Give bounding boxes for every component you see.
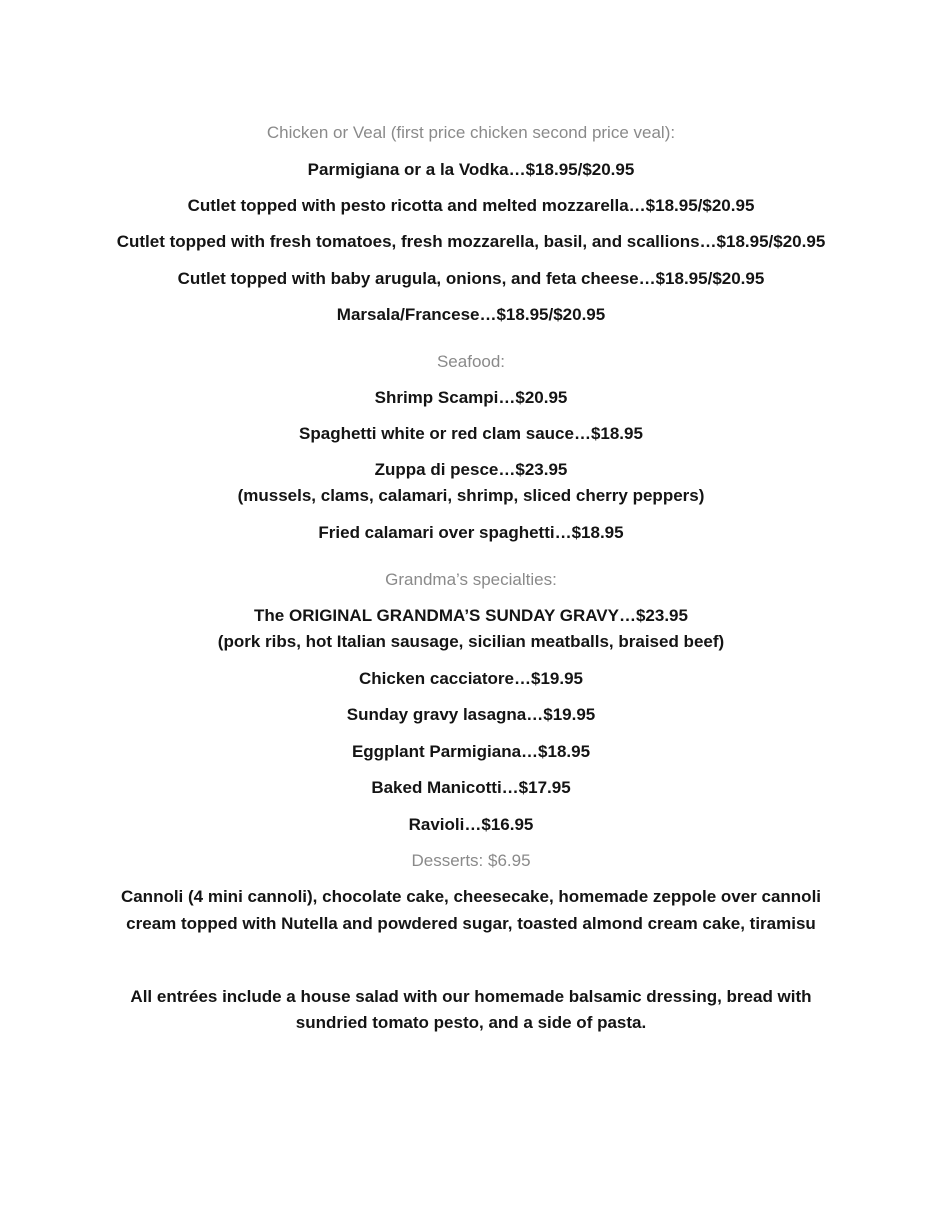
menu-item-baked-manicotti: Baked Manicotti…$17.95 [371,778,571,797]
menu-item-fried-calamari: Fried calamari over spaghetti…$18.95 [318,523,624,542]
footer-note-line-2: sundried tomato pesto, and a side of pasta. [295,1013,647,1032]
desserts-list-line-1: Cannoli (4 mini cannoli), chocolate cake, cheesecake, homemade zeppole over cannoli [120,887,822,906]
chicken-veal-heading: Chicken or Veal (first price chicken second price veal): [266,123,676,142]
menu-item-parmigiana: Parmigiana or a la Vodka…$18.95/$20.95 [307,160,635,179]
footer-note-line-1: All entrées include a house salad with our homemade balsamic dressing, bread with [130,987,812,1006]
menu-item-chicken-cacciatore: Chicken cacciatore…$19.95 [359,669,583,688]
menu-item-pesto-ricotta-cutlet: Cutlet topped with pesto ricotta and melted mozzarella…$18.95/$20.95 [187,196,755,215]
menu-item-clam-sauce: Spaghetti white or red clam sauce…$18.95 [299,424,643,443]
menu-item-marsala-francese: Marsala/Francese…$18.95/$20.95 [336,305,606,324]
seafood-heading: Seafood: [436,352,506,371]
menu-item-shrimp-scampi: Shrimp Scampi…$20.95 [374,388,568,407]
desserts-heading: Desserts: $6.95 [411,851,531,870]
menu-item-tomato-mozzarella-cutlet: Cutlet topped with fresh tomatoes, fresh mozzarella, basil, and scallions…$18.95/$20.95 [116,232,826,251]
sunday-gravy-description: (pork ribs, hot Italian sausage, sicilian meatballs, braised beef) [217,632,725,651]
menu-item-arugula-feta-cutlet: Cutlet topped with baby arugula, onions, and feta cheese…$18.95/$20.95 [177,269,765,288]
menu-item-ravioli: Ravioli…$16.95 [408,815,534,834]
menu-item-zuppa-di-pesce: Zuppa di pesce…$23.95 [374,460,568,479]
zuppa-description: (mussels, clams, calamari, shrimp, sliced cherry peppers) [237,486,705,505]
grandma-heading: Grandma’s specialties: [385,570,557,589]
menu-item-eggplant-parmigiana: Eggplant Parmigiana…$18.95 [351,742,591,761]
menu-item-gravy-lasagna: Sunday gravy lasagna…$19.95 [346,705,596,724]
desserts-list-line-2: cream topped with Nutella and powdered sugar, toasted almond cream cake, tiramisu [126,914,816,933]
menu-item-sunday-gravy: The ORIGINAL GRANDMA’S SUNDAY GRAVY…$23.95 [254,606,688,625]
